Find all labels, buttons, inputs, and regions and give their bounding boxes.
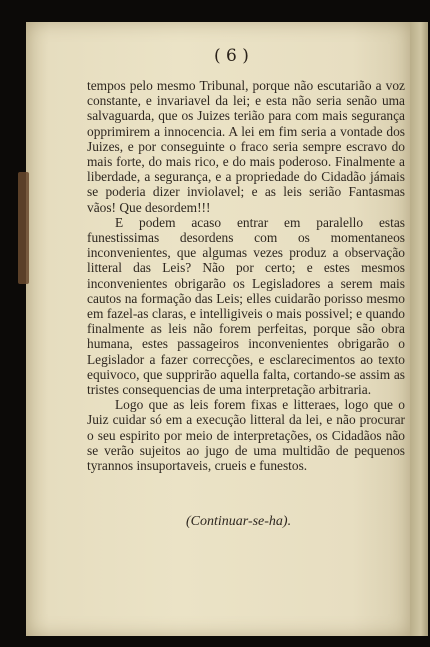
body-text [87, 78, 405, 473]
paragraph-1: tempos pelo mesmo Tribunal, porque não escutarião a voz constante, e invariavel da lei; e esta não seria senão uma salvaguarda, que os Juizes terião para com mais segurança opprimirem a innocencia. A lei em fim seria a vontade dos Juizes, e por conseguinte o fraco seria sempre escravo do mais forte, do mais rico, e do mais poderoso. Finalmente a liberdade, a segurança, e a propriedade do Cidadão jámais se poderia dizer inviolavel; e as leis serião Fantasmas vãos! Que desordem!!! [87, 78, 405, 215]
paragraph-2: E podem acaso entrar em paralello estas funestissimas desordens com os momentaneos inconvenientes, que algumas vezes produz a observação litteral das Leis? Não por certo; e estes mesmos inconvenientes obrigarão os Legisladores a serem mais cautos na formação das Leis; elles cuidarão porisso mesmo em fazel-as claras, e intelligiveis o mais possivel; e quando finalmente as leis não forem perfeitas, porque são obra humana, estes passageiros inconvenientes obrigarão o Legislador a fazer correcções, e esclarecimentos ao texto equivoco, que supprirão aquella falta, cortando-se assim as tristes consequencias de uma interpretação arbitraria. [87, 214, 405, 398]
page-edge [410, 22, 428, 636]
binding-mark [18, 172, 29, 284]
continuation-note: (Continuar-se-ha). [186, 514, 292, 529]
page-number: ( 6 ) [214, 46, 249, 66]
paragraph-3: Logo que as leis forem fixas e litteraes, logo que o Juiz cuidar só em a execução litteral da lei, e não procurar o seu espirito por meio de interpretações, os Cidadãos não se verão sujeitos ao jugo de uma multidão de pequenos tyrannos insuportaveis, crueis e funestos. [87, 397, 405, 474]
